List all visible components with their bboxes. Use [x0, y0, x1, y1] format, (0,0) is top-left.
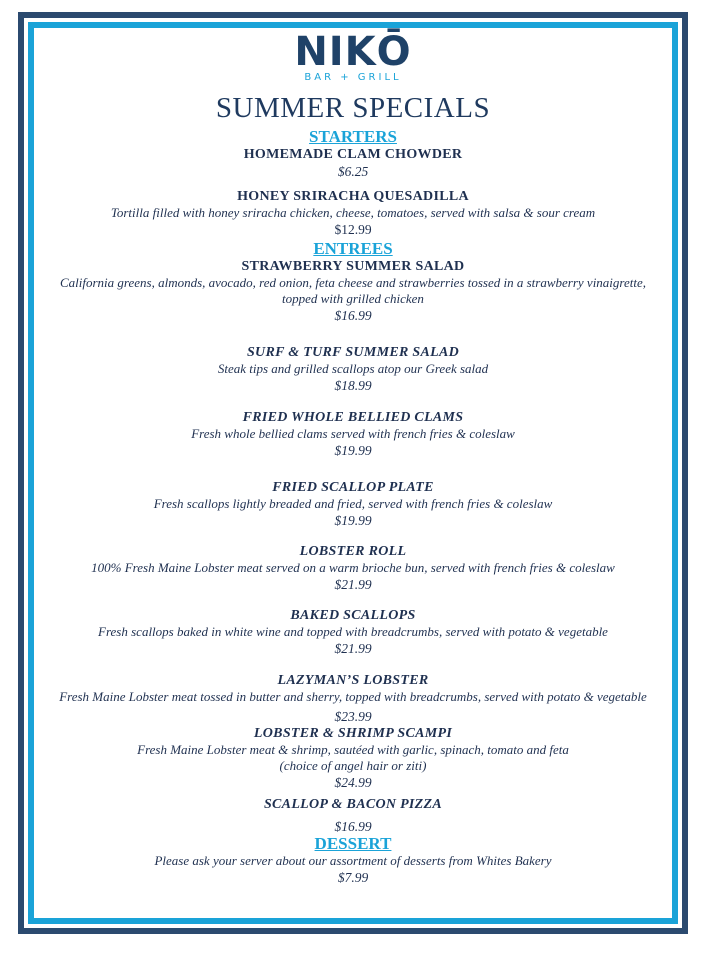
item-name: LOBSTER ROLL [299, 544, 407, 559]
section-heading-starters: STARTERS [309, 127, 397, 146]
logo-wordmark: NIKŌ [294, 29, 412, 75]
item-price: $21.99 [334, 641, 372, 656]
brand-logo [40, 29, 666, 90]
item-name: STRAWBERRY SUMMER SALAD [241, 259, 465, 274]
item-description: Fresh scallops baked in white wine and topped with breadcrumbs, served with potato & vegetable [98, 624, 608, 639]
menu-item [40, 258, 666, 324]
item-description: California greens, almonds, avocado, red onion, feta cheese and strawberries tossed in a strawberry vinaigrette, topped with grilled chicken [59, 275, 647, 306]
item-name: FRIED WHOLE BELLIED CLAMS [242, 410, 464, 425]
item-price: $16.99 [334, 819, 372, 834]
item-price: $7.99 [337, 870, 369, 885]
menu-item [40, 796, 666, 835]
item-price: $18.99 [334, 378, 372, 393]
menu-item [40, 607, 666, 657]
item-description: Steak tips and grilled scallops atop our Greek salad [217, 361, 489, 376]
item-description: Fresh scallops lightly breaded and fried, served with french fries & coleslaw [153, 496, 553, 511]
item-name: FRIED SCALLOP PLATE [272, 480, 434, 495]
item-name: LOBSTER & SHRIMP SCAMPI [253, 726, 453, 741]
item-name: SCALLOP & BACON PIZZA [263, 797, 443, 812]
item-name: HONEY SRIRACHA QUESADILLA [237, 189, 469, 204]
menu-item [40, 853, 666, 886]
item-name: BAKED SCALLOPS [290, 608, 416, 623]
item-description: Fresh Maine Lobster meat tossed in butter and sherry, topped with breadcrumbs, served with potato & vegetable [59, 689, 647, 704]
item-description: Please ask your server about our assortment of desserts from Whites Bakery [154, 853, 552, 868]
item-price: $24.99 [334, 775, 372, 790]
item-price: $19.99 [334, 443, 372, 458]
item-name: HOMEMADE CLAM CHOWDER [243, 147, 463, 162]
section-heading-dessert: DESSERT [314, 834, 392, 853]
item-description: Tortilla filled with honey sriracha chicken, cheese, tomatoes, served with salsa & sour cream [110, 205, 596, 220]
menu-outer-frame [18, 12, 688, 934]
item-price: $12.99 [334, 222, 372, 237]
item-description-note: (choice of angel hair or ziti) [279, 758, 427, 773]
item-price: $19.99 [334, 513, 372, 528]
item-description: 100% Fresh Maine Lobster meat served on a warm brioche bun, served with french fries & coleslaw [91, 560, 615, 575]
logo-tagline: BAR + GRILL [304, 72, 402, 83]
section-heading-entrees: ENTREES [313, 239, 393, 258]
menu-item [40, 672, 666, 725]
item-name: SURF & TURF SUMMER SALAD [246, 345, 460, 360]
item-price: $23.99 [334, 709, 372, 724]
item-name: LAZYMAN’S LOBSTER [277, 673, 429, 688]
menu-item [40, 188, 666, 238]
menu-item [40, 543, 666, 593]
item-description: Fresh Maine Lobster meat & shrimp, sautéed with garlic, spinach, tomato and feta [137, 742, 569, 757]
menu-item [40, 344, 666, 394]
page-title: SUMMER SPECIALS [215, 92, 491, 124]
menu-item [40, 479, 666, 529]
item-description: Fresh whole bellied clams served with french fries & coleslaw [191, 426, 515, 441]
menu-page [28, 22, 678, 924]
item-price: $21.99 [334, 577, 372, 592]
item-price: $16.99 [334, 308, 372, 323]
menu-item [40, 409, 666, 459]
menu-item [40, 146, 666, 180]
item-price: $6.25 [337, 164, 369, 179]
menu-item [40, 725, 666, 791]
